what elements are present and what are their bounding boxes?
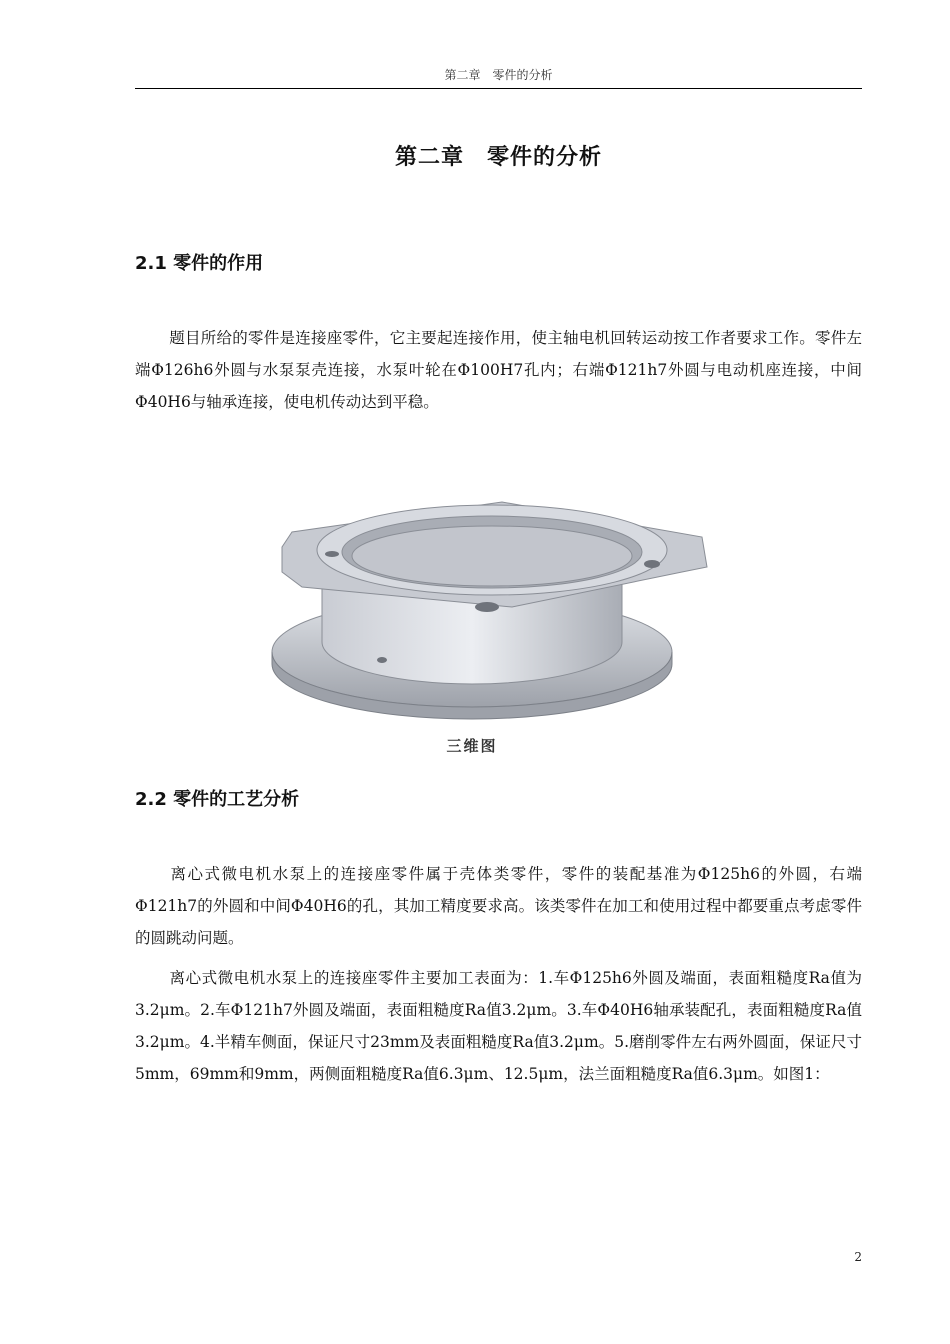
part-3d-figure [262,492,732,762]
section-2-2-text-2: 离心式微电机水泵上的连接座零件主要加工表面为：1.车Φ125h6外圆及端面，表面粗糙度Ra值为3.2μm。2.车Φ121h7外圆及端面，表面粗糙度Ra值3.2μm。3.车Φ40H6轴承装配孔，表面粗糙度Ra值3.2μm。4.半精车侧面，保证尺寸23mm及表面粗糙度Ra值3.2μm。5.磨削零件左右两外圆面，保证尺寸5mm，69mm和9mm，两侧面粗糙度Ra值6.3μm、12.5μm，法兰面粗糙度Ra值6.3μm。如图1： [135,969,862,1083]
section-2-2-text-1: 离心式微电机水泵上的连接座零件属于壳体类零件，零件的装配基准为Φ125h6的外圆，右端Φ121h7的外圆和中间Φ40H6的孔，其加工精度要求高。该类零件在加工和使用过程中都要重点考虑零件的圆跳动问题。 [135,865,862,947]
section-2-2-paragraph-2 [135,962,862,1090]
section-2-2-paragraph-1 [135,858,862,954]
figure-caption: 三维图 [446,737,498,755]
page-number: 2 [854,1250,862,1264]
section-2-1-paragraph [135,322,862,418]
chapter-title: 第二章 零件的分析 [394,145,602,170]
section-2-1-text: 题目所给的零件是连接座零件，它主要起连接作用，使主轴电机回转运动按工作者要求工作。零件左端Φ126h6外圆与水泵泵壳连接，水泵叶轮在Φ100H7孔内；右端Φ121h7外圆与电动机座连接，中间Φ40H6与轴承连接，使电机传动达到平稳。 [135,329,862,411]
running-header: 第二章 零件的分析 [444,68,553,82]
3d-part-icon [262,492,732,742]
section-title-2-1: 2.1 零件的作用 [135,253,264,274]
section-title-2-2: 2.2 零件的工艺分析 [135,789,300,810]
header-rule [135,88,862,89]
